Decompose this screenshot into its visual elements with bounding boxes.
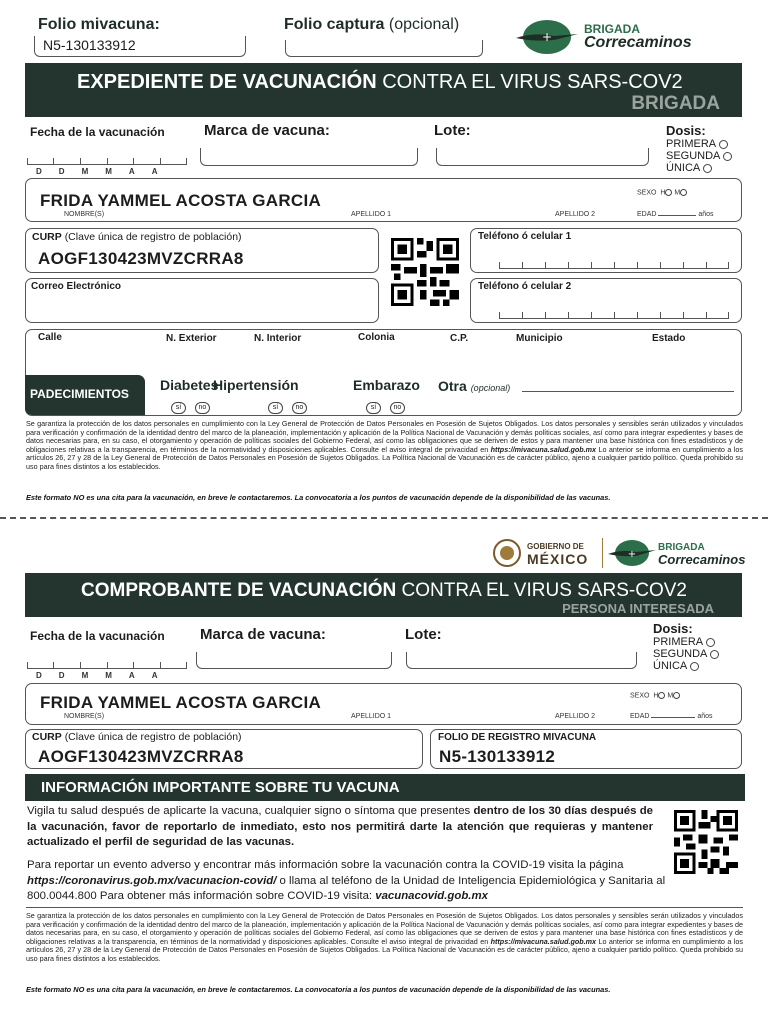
si-option[interactable]: sí: [366, 402, 381, 414]
marca2-field[interactable]: [196, 652, 392, 669]
n-exterior-label: N. Exterior: [166, 333, 217, 344]
condition-embarazo: Embarazo: [353, 377, 420, 393]
info-paragraph-1: Vigila tu salud después de aplicarte la vacuna, cualquier signo o síntoma que presentes dentro de los 30 días después de la vacunación, favor de reportarlo de inmediato, esto nos permitirá darte la atención que requieras y mantener actualizado el perfil de seguridad de las vacunas.: [27, 805, 653, 848]
dosis-primera[interactable]: PRIMERA: [666, 138, 732, 150]
curp-label: CURP (Clave única de registro de población): [32, 231, 242, 243]
patient-name-2: FRIDA YAMMEL ACOSTA GARCIA: [40, 693, 322, 712]
condition-hipertension: Hipertensión: [213, 377, 299, 393]
telefono1-box[interactable]: [470, 228, 742, 273]
lote-label: Lote:: [434, 122, 471, 139]
comprobante-title: COMPROBANTE DE VACUNACIÓN CONTRA EL VIRUS SARS-COV2: [81, 580, 687, 601]
si-option[interactable]: sí: [171, 402, 186, 414]
comprobante-subtitle: PERSONA INTERESADA: [562, 601, 714, 616]
colonia-label: Colonia: [358, 332, 395, 343]
curp2-box: [25, 729, 423, 769]
legal-text-2: Se garantiza la protección de los datos personales en cumplimiento con la Ley General de Protección de Datos Personales en Posesión de Sujetos Obligados. Los datos personales y sensibles serán utilizados y vinculados para verificación y confirmación de la identidad dentro del marco de la planeación, implementación y aplicación de la Política Nacional de Vacunación y demás políticas sociales, así como para integrar expedientes y bases de datos necesarias para, en su caso, el otorgamiento y operación de políticas sociales del Gobierno Federal, así como las obligaciones que se deriven de estos y para mantener una base histórica con fines estadísticos y de obligaciones relativas a la transparencia, en términos de la normatividad y disposiciones aplicables. Consulte el aviso integral de privacidad en https://mivacuna.salud.gob.mx Lo anterior se informa en cumplimiento a los artículos 26, 27 y 28 de la Ley General de Protección de Datos Personales en Posesión de Sujetos Obligados. La Política Nacional de Vacunación es de carácter público, ajeno a cualquier partido político. Queda prohibido su uso para fines distintos a los establecidos.: [26, 911, 743, 963]
expediente-subtitle: BRIGADA: [631, 93, 720, 114]
legal-text-1: Se garantiza la protección de los datos personales en cumplimiento con la Ley General de Protección de Datos Personales en Posesión de Sujetos Obligados. Los datos personales y sensibles serán utilizados y vinculados para verificación y confirmación de la identidad dentro del marco de la planeación, implementación y aplicación de la Política Nacional de Vacunación y demás políticas sociales, así como para integrar expedientes y bases de datos necesarias para, en su caso, el otorgamiento y operación de políticas sociales del Gobierno Federal, así como las obligaciones que se deriven de estos y para mantener una base histórica con fines estadísticos y de obligaciones relativas a la transparencia, en términos de la normatividad y disposiciones aplicables. Consulte el aviso integral de privacidad en https://mivacuna.salud.gob.mx Lo anterior se informa en cumplimiento a los artículos 26, 27 y 28 de la Ley General de Protección de Datos Personales en Posesión de Sujetos Obligados. La Política Nacional de Vacunación es de carácter público, ajeno a cualquier partido político. Queda prohibido su uso para fines distintos a los establecidos.: [26, 419, 743, 471]
radio-icon[interactable]: [706, 638, 715, 647]
radio-icon[interactable]: [658, 692, 665, 699]
fecha2-label: Fecha de la vacunación: [30, 629, 165, 643]
brand-line2: Correcaminos: [584, 34, 692, 51]
expediente-title: EXPEDIENTE DE VACUNACIÓN CONTRA EL VIRUS SARS-COV2: [77, 71, 683, 93]
estado-label: Estado: [652, 333, 686, 344]
curp-value: AOGF130423MVZCRRA8: [38, 249, 244, 268]
curp-box: [25, 228, 379, 273]
lote-field[interactable]: [436, 148, 649, 166]
svg-text:+: +: [627, 549, 637, 560]
dosis2-segunda[interactable]: SEGUNDA: [653, 648, 719, 660]
folio-mivacuna-field[interactable]: [34, 36, 246, 57]
municipio-label: Municipio: [516, 333, 563, 344]
folio-captura-field[interactable]: [285, 40, 483, 57]
brand-line1: BRIGADA: [584, 22, 640, 36]
otra-label: Otra (opcional): [438, 378, 511, 394]
curp2-label: CURP (Clave única de registro de población): [32, 731, 242, 743]
gob-line1: GOBIERNO DE: [527, 542, 584, 551]
cut-line: [0, 517, 768, 519]
folio-captura-label: Folio captura (opcional): [284, 16, 460, 33]
telefono2-box[interactable]: [470, 278, 742, 323]
radio-icon[interactable]: [690, 662, 699, 671]
apellido1-sublabel: APELLIDO 1: [351, 211, 392, 218]
folio-mivacuna-value: N5-130133912: [43, 37, 136, 53]
folio-registro-box: [430, 729, 742, 769]
brand2-line2: Correcaminos: [658, 552, 746, 567]
sexo2-group: SEXO H M: [630, 692, 680, 699]
dosis2-options: [653, 636, 719, 672]
brigada-logo-icon: [608, 538, 656, 568]
lote2-label: Lote:: [405, 626, 442, 643]
condition-diabetes: Diabetes: [160, 377, 219, 393]
coronavirus-link[interactable]: https://coronavirus.gob.mx/vacunacion-covid/: [27, 874, 277, 887]
qr-code-icon: [674, 810, 738, 874]
correo-box[interactable]: [25, 278, 379, 323]
curp2-value: AOGF130423MVZCRRA8: [38, 747, 244, 766]
radio-icon[interactable]: [719, 140, 728, 149]
nombre2-sublabel: NOMBRE(S): [64, 713, 105, 720]
info-title-band: [25, 774, 745, 801]
no-option[interactable]: no: [390, 402, 405, 414]
marca-field[interactable]: [200, 148, 418, 166]
n-interior-label: N. Interior: [254, 333, 302, 344]
embarazo-options: [366, 396, 405, 414]
telefono1-ticks: [499, 261, 729, 269]
apellido1-2-sublabel: APELLIDO 1: [351, 713, 392, 720]
correo-label: Correo Electrónico: [31, 281, 122, 292]
calle-label: Calle: [38, 332, 62, 343]
fecha2-letters: D D M M A A: [36, 671, 158, 680]
info-title: INFORMACIÓN IMPORTANTE SOBRE TU VACUNA: [41, 779, 400, 796]
fecha-label: Fecha de la vacunación: [30, 125, 165, 139]
fecha-field[interactable]: [27, 157, 187, 165]
qr-code-icon: [391, 238, 459, 306]
comprobante-title-band: [25, 573, 742, 617]
brand2-line1: BRIGADA: [658, 542, 705, 553]
vacunacovid-link[interactable]: vacunacovid.gob.mx: [375, 890, 488, 902]
dosis-options: [666, 138, 732, 174]
diabetes-options: [171, 396, 210, 414]
radio-icon[interactable]: [703, 164, 712, 173]
dosis-label: Dosis:: [666, 123, 706, 138]
radio-icon[interactable]: [673, 692, 680, 699]
dosis2-label: Dosis:: [653, 621, 693, 636]
no-option[interactable]: no: [195, 402, 210, 414]
apellido2-2-sublabel: APELLIDO 2: [555, 713, 596, 720]
dosis2-unica[interactable]: ÚNICA: [653, 660, 719, 672]
expediente-title-band: [25, 63, 742, 117]
logo-divider: [602, 538, 603, 568]
apellido2-sublabel: APELLIDO 2: [555, 211, 596, 218]
dosis-segunda[interactable]: SEGUNDA: [666, 150, 732, 162]
radio-icon[interactable]: [680, 189, 687, 196]
legal-divider: [26, 907, 743, 908]
gobierno-mexico-seal-icon: [492, 538, 522, 568]
folio-registro-value: N5-130133912: [439, 747, 556, 766]
svg-text:+: +: [541, 30, 553, 44]
padecimientos-label: PADECIMIENTOS: [25, 375, 145, 415]
dosis2-primera[interactable]: PRIMERA: [653, 636, 719, 648]
radio-icon[interactable]: [710, 650, 719, 659]
marca-label: Marca de vacuna:: [204, 122, 330, 139]
nombre-sublabel: NOMBRE(S): [64, 211, 105, 218]
telefono1-label: Teléfono ó celular 1: [478, 231, 572, 242]
no-option[interactable]: no: [292, 402, 307, 414]
info-paragraph-2: Para reportar un evento adverso y encontrar más información sobre la vacunación contra la COVID-19 visita la página https://coronavirus.gob.mx/vacunacion-covid/ o llama al teléfono de la Unidad de Inteligencia Epidemiológica y Sanitaria al 800.0044.800 Para obtener más información sobre COVID-19 visita: vacunacovid.gob.mx: [27, 859, 666, 902]
edad-field[interactable]: [658, 215, 696, 216]
edad2-group: EDAD años: [630, 713, 713, 720]
name2-box: [25, 683, 742, 725]
lote2-field[interactable]: [406, 652, 637, 669]
edad-group: EDAD años: [637, 211, 714, 218]
cp-label: C.P.: [450, 333, 469, 344]
name-box: [25, 178, 742, 222]
fecha-letters: D D M M A A: [36, 167, 158, 176]
folio-registro-label: FOLIO DE REGISTRO MIVACUNA: [438, 732, 597, 743]
dosis-unica[interactable]: ÚNICA: [666, 162, 732, 174]
folio-mivacuna-label: Folio mivacuna:: [38, 16, 160, 33]
gob-line2: MÉXICO: [527, 551, 589, 567]
fecha2-field[interactable]: [27, 661, 187, 669]
telefono2-ticks: [499, 311, 729, 319]
patient-name: FRIDA YAMMEL ACOSTA GARCIA: [40, 191, 322, 210]
si-option[interactable]: sí: [268, 402, 283, 414]
telefono2-label: Teléfono ó celular 2: [478, 281, 572, 292]
radio-icon[interactable]: [723, 152, 732, 161]
otra-field[interactable]: [522, 391, 734, 392]
brigada-logo-icon: [514, 18, 580, 56]
radio-icon[interactable]: [665, 189, 672, 196]
note-1: Este formato NO es una cita para la vacunación, en breve le contactaremos. La convocatoria a los puntos de vacunación depende de la disponibilidad de las vacunas.: [26, 493, 611, 502]
marca2-label: Marca de vacuna:: [200, 626, 326, 643]
note-2: Este formato NO es una cita para la vacunación, en breve le contactaremos. La convocatoria a los puntos de vacunación depende de la disponibilidad de las vacunas.: [26, 985, 611, 994]
hipertension-options: [268, 396, 307, 414]
edad2-field[interactable]: [651, 717, 695, 718]
sexo-group: SEXO H M: [637, 189, 687, 196]
